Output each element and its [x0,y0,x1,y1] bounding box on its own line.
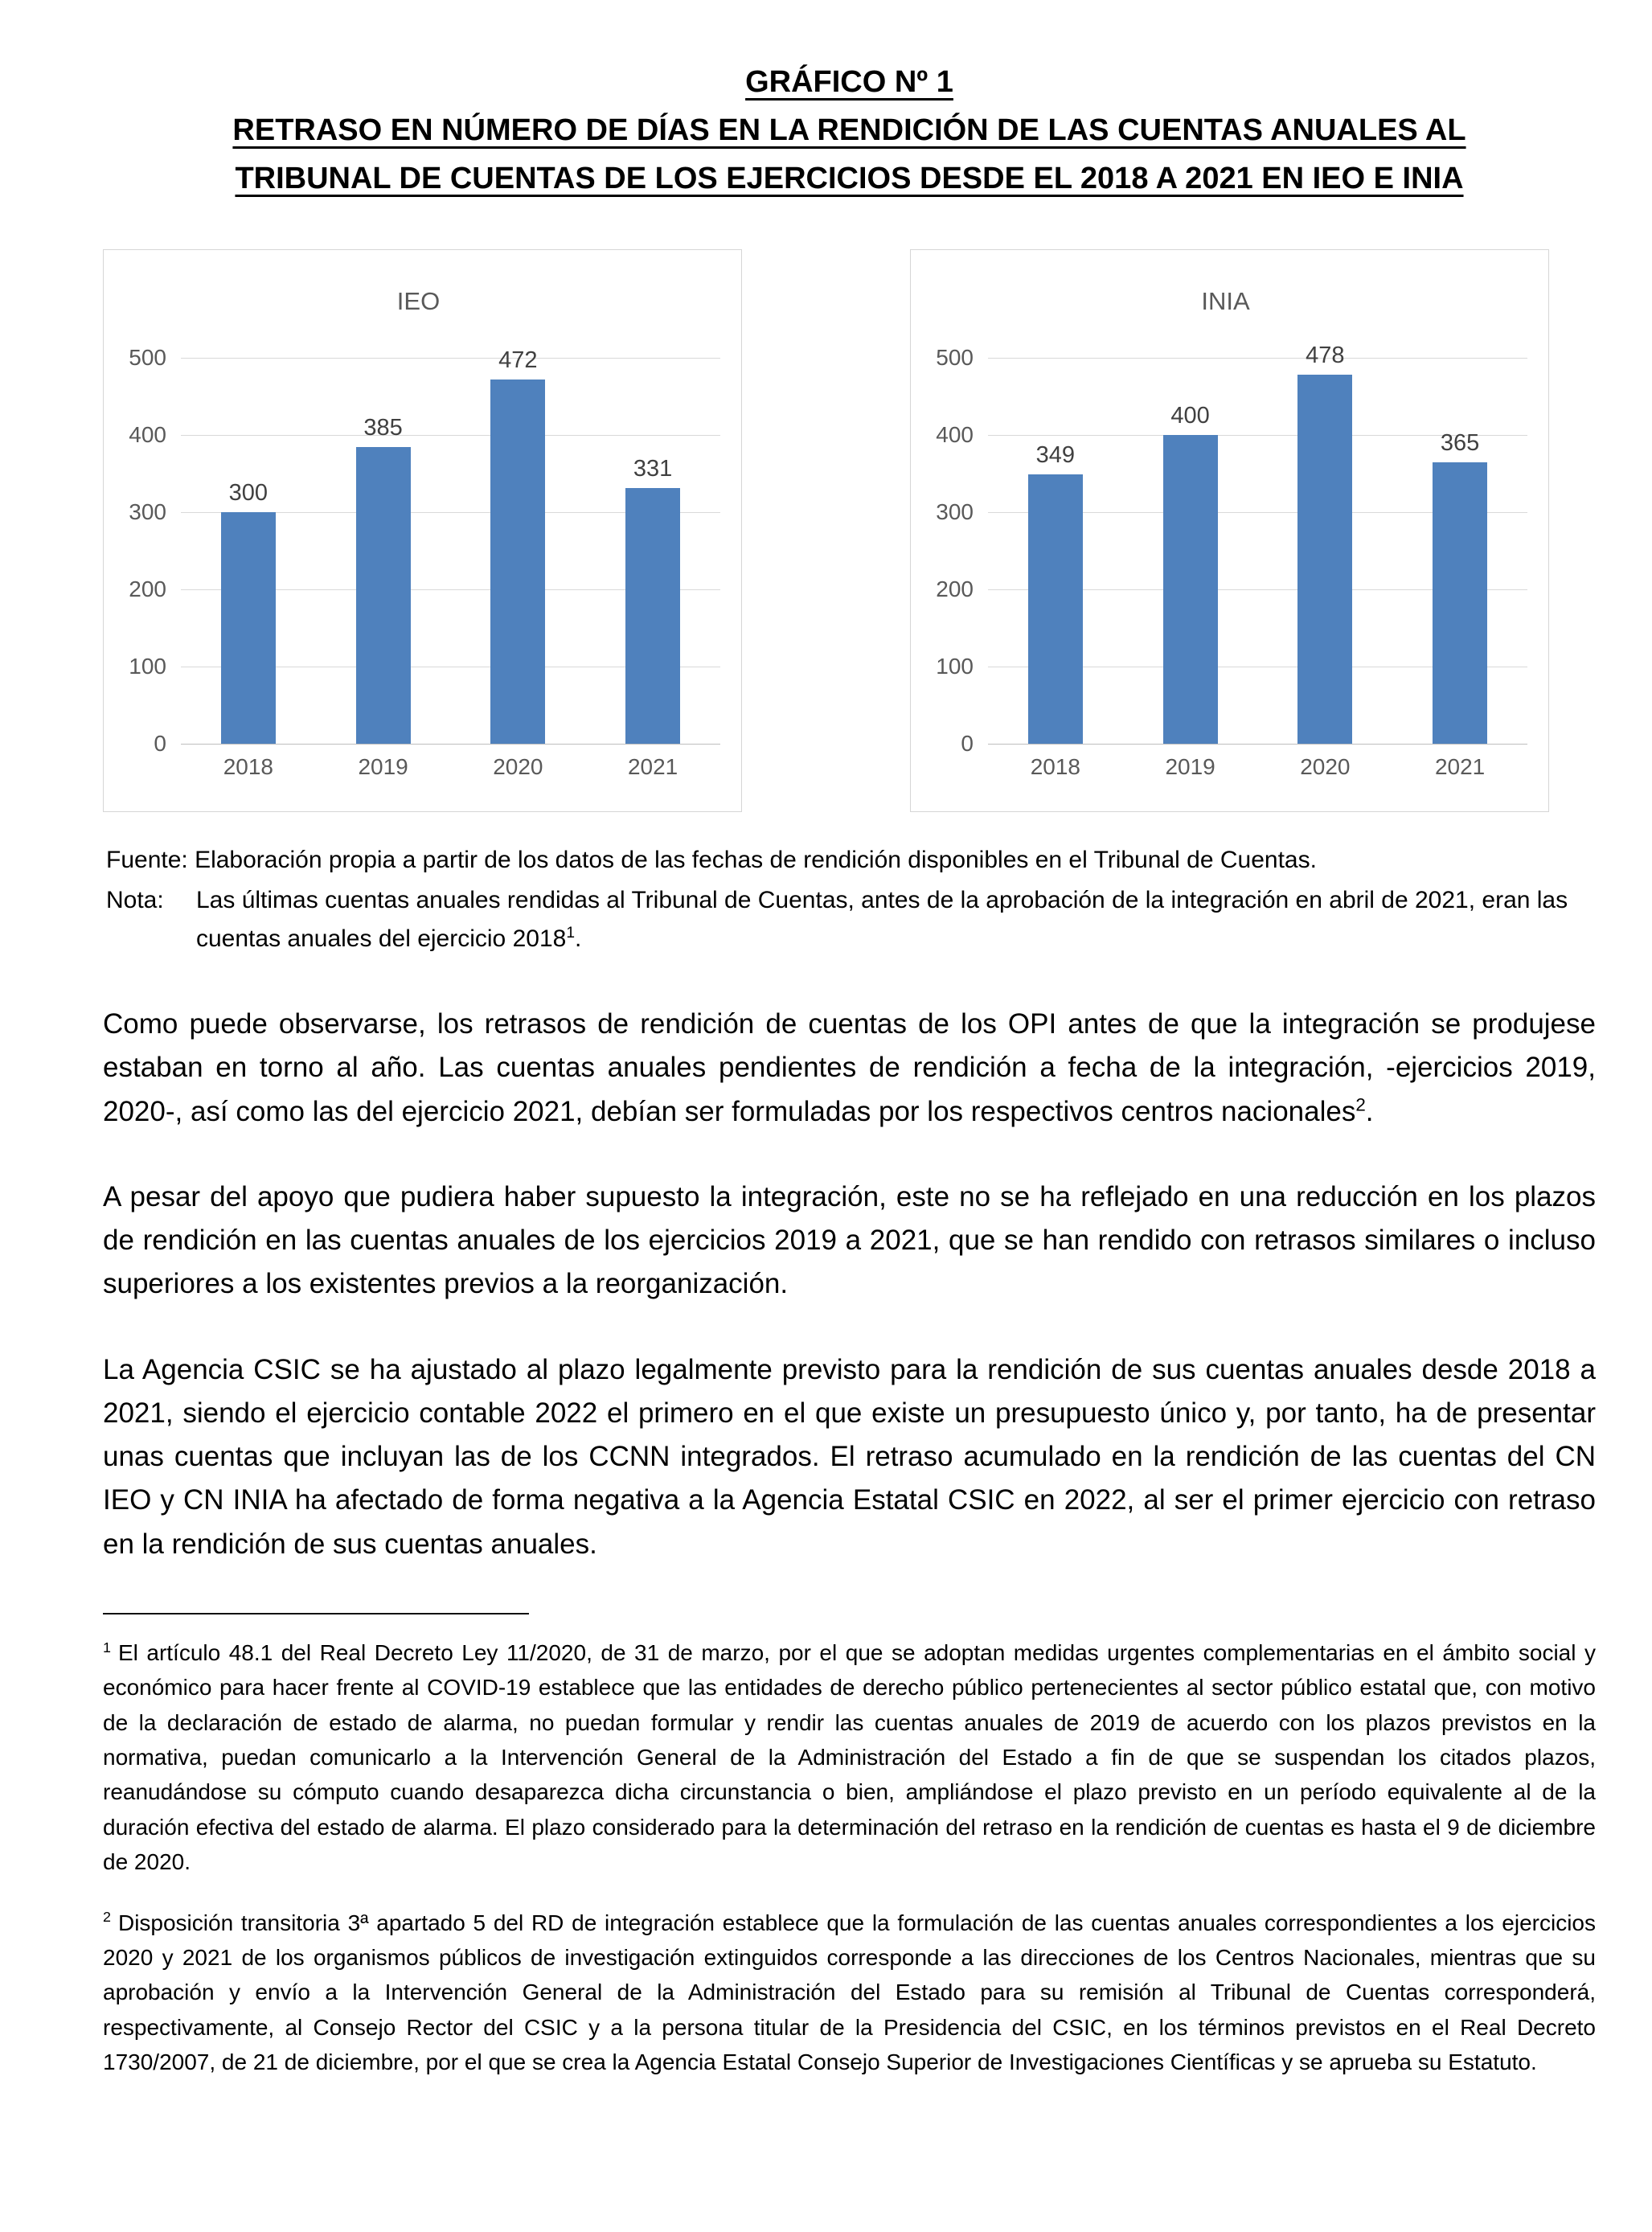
y-axis-tick-label: 200 [129,576,166,602]
y-axis [924,345,988,757]
y-axis-tick-label: 300 [936,499,974,525]
x-axis-tick-label: 2020 [493,754,543,780]
footnote-1-marker: 1 [103,1639,111,1656]
x-axis-tick-label: 2020 [1300,754,1351,780]
y-axis-tick-label: 400 [129,422,166,448]
note-line [106,881,1596,958]
bar-group-2018 [181,479,316,744]
source-note-block [103,841,1596,958]
note-text-tail: . [574,925,582,953]
title-line-1: GRÁFICO Nº 1 [745,65,953,99]
note-label: Nota: [106,887,164,914]
x-axis-tick-label: 2021 [627,754,678,780]
bar-2018 [221,512,276,744]
footnote-1-text: El artículo 48.1 del Real Decreto Ley 11/2020, de 31 de marzo, por el que se adoptan medidas urgentes complementarias en el ámbito social y económico para hacer frente al COVID-19 establece que las entidades de derecho público pertenecientes al sector público estatal que, con motivo de la declaración de estado de alarma, no puedan formular y rendir las cuentas anuales de 2019 de acuerdo con los plazos previstos en la normativa, puedan comunicarlo a la Intervención General de la Administración del Estado a fin de que se suspendan los citados plazos, reanudándose su cómputo cuando desaparezca dicha circunstancia o bien, ampliándose el plazo previsto en un período equivalente al de la duración efectiva del estado de alarma. El plazo considerado para la determinación del retraso en la rendición de cuentas es hasta el 9 de diciembre de 2020. [103,1639,1596,1875]
plot-area [181,347,720,745]
chart-title-inia: INIA [1201,287,1250,316]
charts-row [103,249,1596,812]
y-axis-tick-label: 500 [129,345,166,371]
footnote-2-marker: 2 [103,1909,111,1926]
x-axis-wrap [181,754,720,780]
footnotes-section [103,1613,1596,2080]
plot-area [988,343,1527,745]
paragraph-2 [103,1175,1596,1307]
y-axis-tick-label: 400 [936,422,974,448]
x-axis [181,754,720,780]
paragraph-3 [103,1348,1596,1566]
title-row-2 [103,106,1596,154]
bar-group-2020 [1258,342,1393,744]
bar-value-label: 478 [1306,343,1345,369]
title-row-3 [103,154,1596,203]
footnote-2 [103,1906,1596,2080]
y-axis-tick-label: 500 [936,345,974,371]
paragraph-2-text: A pesar del apoyo que pudiera haber supuesto la integración, este no se ha reflejado en una reducción en los plazos de rendición en las cuentas anuales de los ejercicios 2019 a 2021, que se han rendido con retrasos similares o incluso superiores a los existentes previos a la reorganización. [103,1180,1596,1300]
bar-value-label: 331 [633,456,673,482]
x-axis-tick-label: 2018 [1030,754,1081,780]
bar-2021 [1433,462,1487,744]
bar-value-label: 385 [363,414,403,441]
document-title [103,58,1596,203]
title-row-1 [103,58,1596,106]
x-axis-wrap [988,754,1527,780]
bar-group-2019 [1123,402,1258,744]
bar-value-label: 472 [498,347,538,373]
x-axis-tick-label: 2019 [358,754,408,780]
source-line: Fuente: Elaboración propia a partir de los datos de las fechas de rendición disponibles en el Tribunal de Cuentas. [106,847,1317,874]
bar-2019 [1163,435,1218,744]
plot-row [117,345,720,757]
footnote-separator [103,1613,529,1615]
bar-2019 [356,447,411,745]
bar-group-2021 [1392,429,1527,744]
bar-value-label: 349 [1035,442,1076,469]
y-axis-tick-label: 100 [936,654,974,679]
x-axis-tick-label: 2021 [1434,754,1486,780]
bar-group-2018 [988,441,1123,744]
chart-title-ieo: IEO [396,287,441,316]
title-line-3: TRIBUNAL DE CUENTAS DE LOS EJERCICIOS DESDE EL 2018 A 2021 EN IEO E INIA [235,162,1464,196]
ieo-bar-chart [103,249,742,812]
y-axis-tick-label: 0 [154,731,166,757]
y-axis-tick-label: 0 [961,731,974,757]
x-axis-tick-label: 2018 [223,754,274,780]
y-axis-tick-label: 300 [129,499,166,525]
bar-group-2019 [316,414,451,745]
bar-group-2021 [585,455,720,744]
bar-2020 [490,380,545,744]
bar-group-2020 [451,347,586,744]
bar-2021 [625,488,680,744]
bar-value-label: 400 [1170,403,1210,429]
note-text-body: Las últimas cuentas anuales rendidas al Tribunal de Cuentas, antes de la aprobación de la integración en abril de 2021, eran las cuentas anuales del ejercicio 2018 [196,887,1568,953]
footnote-2-text: Disposición transitoria 3ª apartado 5 del RD de integración establece que la formulación de las cuentas anuales correspondientes a los ejercicios 2020 y 2021 de los organismos públicos de investigación extinguidos corresponde a las direcciones de los Centros Nacionales, mientras que su aprobación y envío a la Intervención General de la Administración del Estado para su remisión al Tribunal de Cuentas corresponderá, respectivamente, al Consejo Rector del CSIC y a la persona titular de la Presidencia del CSIC, en los términos previstos en el Real Decreto 1730/2007, de 21 de diciembre, por el que se crea la Agencia Estatal Consejo Superior de Investigaciones Científicas y se aprueba su Estatuto. [103,1910,1596,2075]
paragraph-1-tail: . [1365,1095,1374,1127]
body-text [103,1003,1596,1566]
bar-2020 [1297,375,1352,744]
paragraph-1 [103,1003,1596,1134]
footnote-1 [103,1635,1596,1880]
plot-row [924,343,1527,757]
y-axis-tick-label: 100 [129,654,166,679]
title-line-2: RETRASO EN NÚMERO DE DÍAS EN LA RENDICIÓN DE LAS CUENTAS ANUALES AL [232,113,1466,148]
x-axis-tick-label: 2019 [1165,754,1215,780]
footnote-ref-1: 1 [566,925,575,942]
bar-value-label: 300 [228,480,269,507]
bar-2018 [1028,474,1083,744]
note-text [196,881,1596,958]
paragraph-3-text: La Agencia CSIC se ha ajustado al plazo legalmente previsto para la rendición de sus cuentas anuales desde 2018 a 2021, siendo el ejercicio contable 2022 el primero en el que existe un presupuesto único y, por tanto, ha de presentar unas cuentas que incluyan las de los CCNN integrados. El retraso acumulado en la rendición de las cuentas del CN IEO y CN INIA ha afectado de forma negativa a la Agencia Estatal CSIC en 2022, al ser el primer ejercicio con retraso en la rendición de sus cuentas anuales. [103,1353,1596,1560]
y-axis [117,345,181,757]
x-axis [988,754,1527,780]
y-axis-tick-label: 200 [936,576,974,602]
footnote-ref-2: 2 [1355,1093,1366,1114]
paragraph-1-text: Como puede observarse, los retrasos de rendición de cuentas de los OPI antes de que la integración se produjese estaban en torno al año. Las cuentas anuales pendientes de rendición a fecha de la integración, -ejercicios 2019, 2020-, así como las del ejercicio 2021, debían ser formuladas por los respectivos centros nacionales [103,1008,1596,1127]
inia-bar-chart [910,249,1549,812]
bar-value-label: 365 [1440,429,1480,456]
